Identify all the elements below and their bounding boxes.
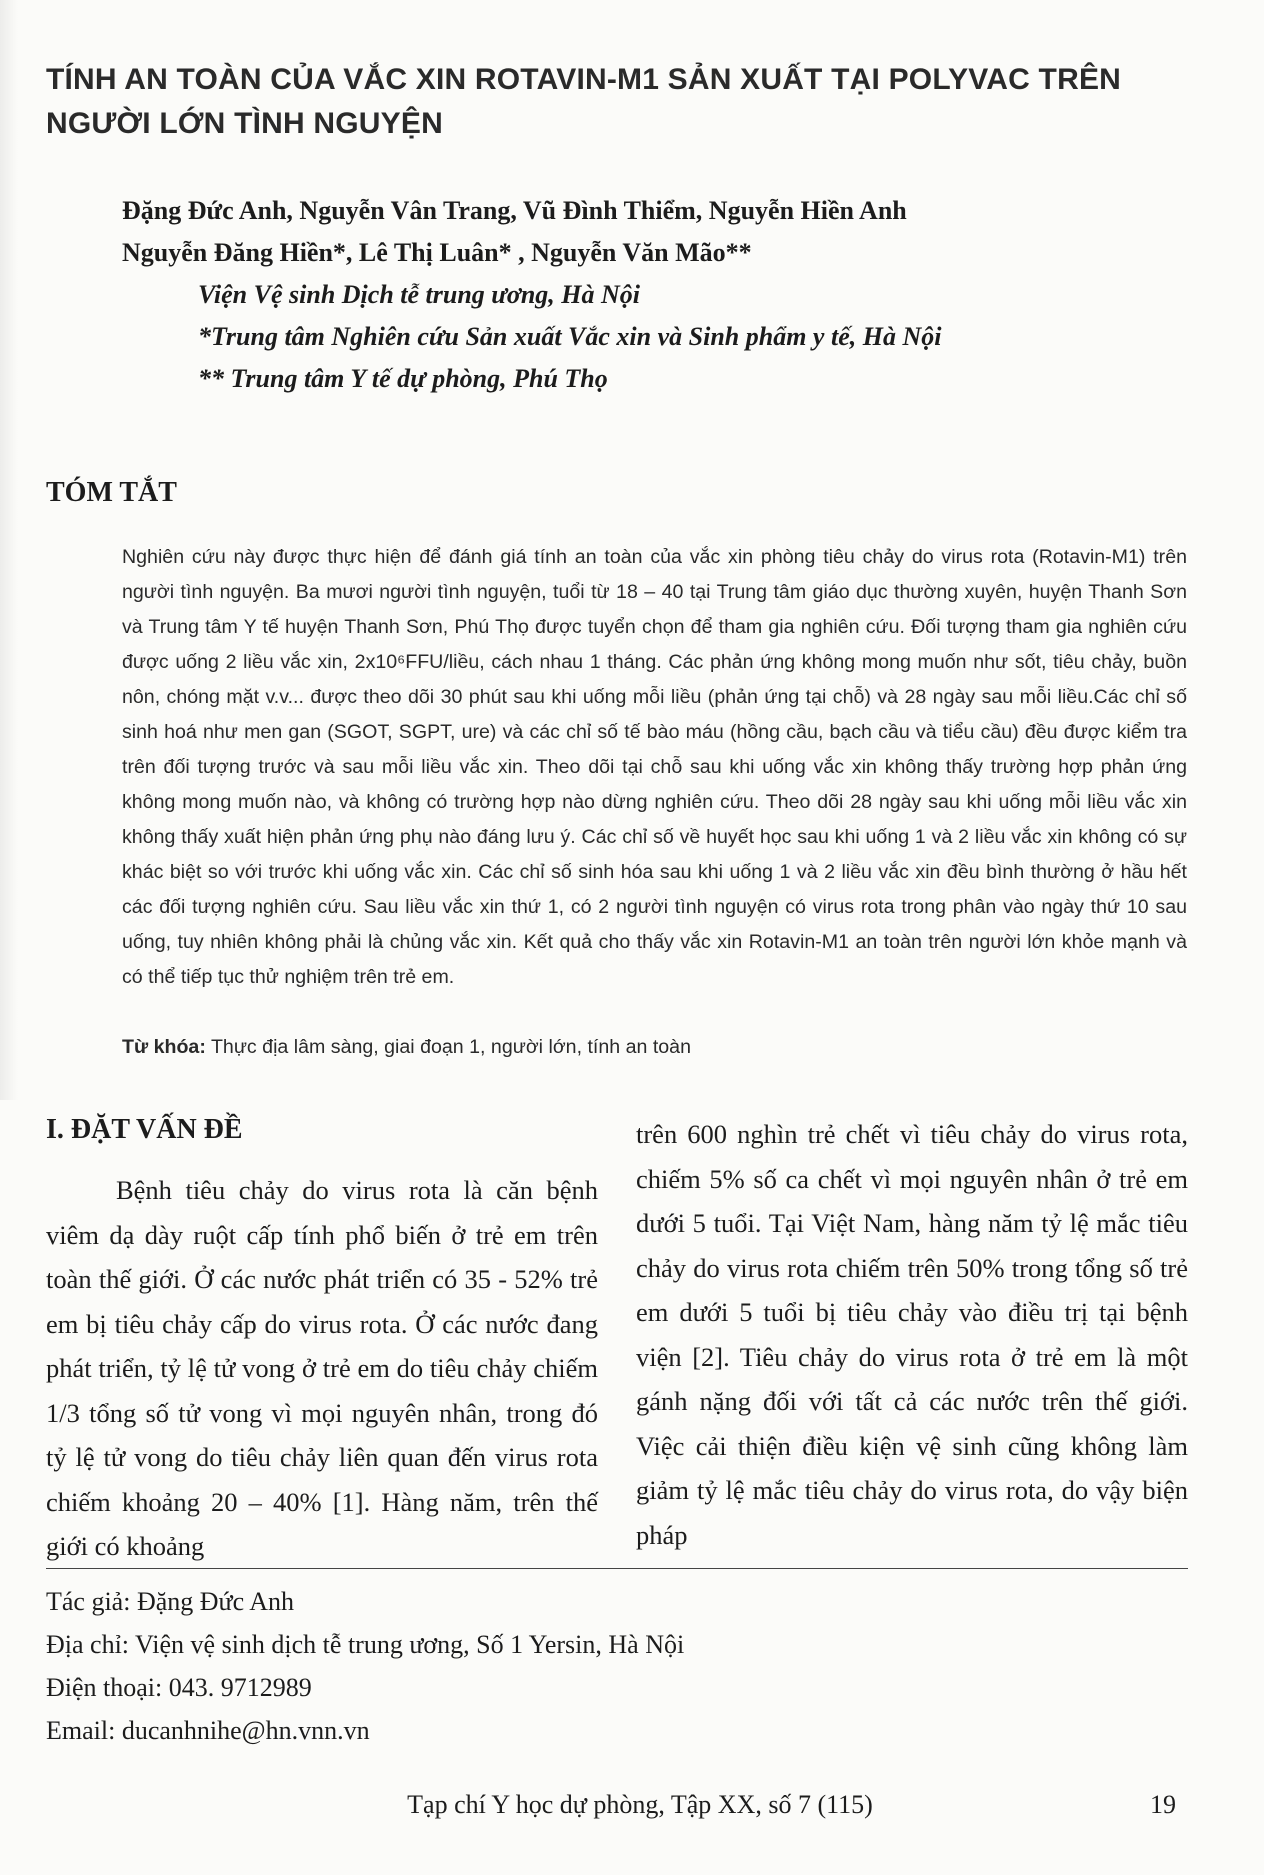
right-column	[636, 1112, 1188, 1557]
contact-email: Email: ducanhnihe@hn.vnn.vn	[46, 1716, 370, 1745]
scan-edge-shadow	[0, 0, 18, 1100]
contact-address: Địa chỉ: Viện vệ sinh dịch tễ trung ương, Số 1 Yersin, Hà Nội	[46, 1630, 685, 1659]
affiliation-1: Viện Vệ sinh Dịch tễ trung ương, Hà Nội	[198, 280, 641, 309]
abstract-text: Nghiên cứu này được thực hiện để đánh giá tính an toàn của vắc xin phòng tiêu chảy do virus rota (Rotavin-M1) trên người tình nguyện. Ba mươi người tình nguyện, tuổi từ 18 – 40 tại Trung tâm giáo dục thường xuyên, huyện Thanh Sơn và Trung tâm Y tế huyện Thanh Sơn, Phú Thọ được tuyển chọn để tham gia nghiên cứu. Đối tượng tham gia nghiên cứu được uống 2 liều vắc xin, 2x10⁶FFU/liều, cách nhau 1 tháng. Các phản ứng không mong muốn như sốt, tiêu chảy, buồn nôn, chóng mặt v.v... được theo dõi 30 phút sau khi uống mỗi liều (phản ứng tại chỗ) và 28 ngày sau mỗi liều.Các chỉ số sinh hoá như men gan (SGOT, SGPT, ure) và các chỉ số tế bào máu (hồng cầu, bạch cầu và tiểu cầu) đều được kiểm tra trên đối tượng trước và sau mỗi liều vắc xin. Theo dõi tại chỗ sau khi uống vắc xin không thấy trường hợp phản ứng không mong muốn nào, và không có trường hợp nào dừng nghiên cứu. Theo dõi 28 ngày sau khi uống mỗi liều vắc xin không thấy xuất hiện phản ứng phụ nào đáng lưu ý. Các chỉ số về huyết học sau khi uống 1 và 2 liều vắc xin không có sự khác biệt so với trước khi uống vắc xin. Các chỉ số sinh hóa sau khi uống 1 và 2 liều vắc xin đều bình thường ở hầu hết các đối tượng nghiên cứu. Sau liều vắc xin thứ 1, có 2 người tình nguyện có virus rota trong phân vào ngày thứ 10 sau uống, tuy nhiên không phải là chủng vắc xin. Kết quả cho thấy vắc xin Rotavin-M1 an toàn trên người lớn khỏe mạnh và có thể tiếp tục thử nghiệm trên trẻ em.	[122, 546, 1187, 988]
keywords	[122, 1032, 1187, 1062]
affiliation-2: *Trung tâm Nghiên cứu Sản xuất Vắc xin và Sinh phẩm y tế, Hà Nội	[198, 322, 942, 351]
keywords-text: Thực địa lâm sàng, giai đoạn 1, người lớn, tính an toàn	[210, 1036, 691, 1058]
keywords-label: Từ khóa:	[122, 1036, 206, 1058]
author-list-line-1: Đặng Đức Anh, Nguyễn Vân Trang, Vũ Đình Thiểm, Nguyễn Hiền Anh	[122, 196, 907, 225]
author-block	[122, 190, 1182, 400]
author-list-line-2: Nguyễn Đăng Hiền*, Lê Thị Luân* , Nguyễn Văn Mão**	[122, 238, 752, 267]
contact-info	[46, 1580, 946, 1752]
paper-title: TÍNH AN TOÀN CỦA VẮC XIN ROTAVIN-M1 SẢN XUẤT TẠI POLYVAC TRÊN NGƯỜI LỚN TÌNH NGUYỆN	[46, 63, 1122, 140]
affiliation-3: ** Trung tâm Y tế dự phòng, Phú Thọ	[198, 364, 608, 393]
left-column-text: Bệnh tiêu chảy do virus rota là căn bệnh viêm dạ dày ruột cấp tính phổ biến ở trẻ em trên toàn thế giới. Ở các nước phát triển có 35 - 52% trẻ em bị tiêu chảy cấp do virus rota. Ở các nước đang phát triển, tỷ lệ tử vong ở trẻ em do tiêu chảy chiếm 1/3 tổng số tử vong vì mọi nguyên nhân, trong đó tỷ lệ tử vong do tiêu chảy liên quan đến virus rota chiếm khoảng 20 – 40% [1]. Hàng năm, trên thế giới có khoảng	[46, 1175, 598, 1561]
right-column-text: trên 600 nghìn trẻ chết vì tiêu chảy do virus rota, chiếm 5% số ca chết vì mọi nguyên nhân ở trẻ em dưới 5 tuổi. Tại Việt Nam, hàng năm tỷ lệ mắc tiêu chảy do virus rota chiếm trên 50% trong tổng số trẻ em dưới 5 tuổi bị tiêu chảy vào điều trị tại bệnh viện [2]. Tiêu chảy do virus rota ở trẻ em là một gánh nặng đối với tất cả các nước trên thế giới. Việc cải thiện điều kiện vệ sinh cũng không làm giảm tỷ lệ mắc tiêu chảy do virus rota, do vậy biện pháp	[636, 1119, 1188, 1550]
journal-footer: Tạp chí Y học dự phòng, Tập XX, số 7 (115)	[407, 1790, 873, 1819]
page-number: 19	[1150, 1790, 1176, 1819]
abstract-heading: TÓM TẮT	[46, 477, 177, 508]
footnote-divider	[46, 1568, 1188, 1569]
contact-author: Tác giả: Đặng Đức Anh	[46, 1587, 295, 1616]
left-column	[46, 1110, 598, 1569]
contact-phone: Điện thoại: 043. 9712989	[46, 1673, 312, 1702]
section-heading: I. ĐẶT VẤN ĐỀ	[46, 1114, 243, 1145]
